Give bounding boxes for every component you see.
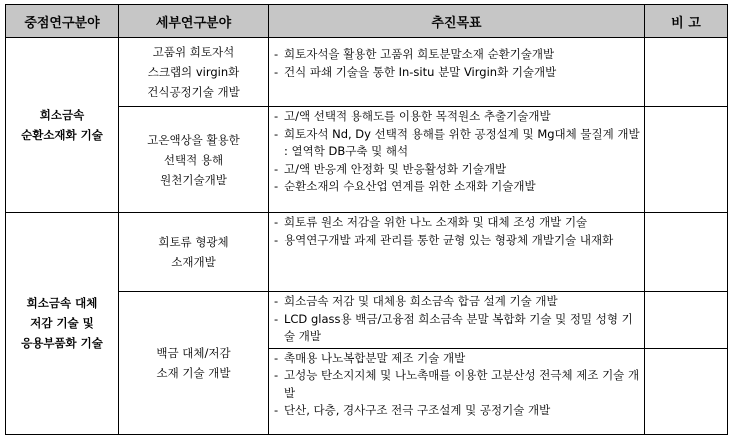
- remarks-cell: [645, 107, 728, 213]
- goal-item: - 단산, 다층, 경사구조 전극 구조설계 및 공정기술 개발: [272, 402, 640, 420]
- sub-field-cell: [119, 292, 269, 435]
- goal-item: - 희토자석 Nd, Dy 선택적 용해를 위한 공정설계 및 Mg대체 물질계 개발 : 열역학 DB구축 및 해석: [272, 126, 640, 161]
- sub-field-line: 희토류 형광체: [158, 235, 229, 249]
- goal-item: - 용역연구개발 과제 관리를 통한 균형 있는 형광체 개발기술 내재화: [272, 232, 640, 250]
- main-field-cell: [6, 38, 119, 213]
- sub-field-line: 스크랩의 virgin화: [147, 65, 240, 80]
- goal-item: - 촉매용 나노복합분말 제조 기술 개발: [272, 350, 640, 368]
- main-field-line: 응용부품화 기술: [21, 336, 103, 351]
- goal-item: - 건식 파쇄 기술을 통한 In-situ 분말 Virgin화 기술개발: [272, 64, 640, 82]
- goal-item: - 고/액 선택적 용해도를 이용한 목적원소 추출기술개발: [272, 108, 640, 126]
- remarks-cell: [645, 292, 728, 349]
- goals-cell: [269, 213, 645, 292]
- remarks-cell: [645, 38, 728, 107]
- main-field-line: 저감 기술 및: [30, 316, 94, 331]
- remarks-cell: [645, 213, 728, 292]
- header-main-field: 중점연구분야: [6, 5, 119, 38]
- header-sub-field: 세부연구분야: [119, 5, 269, 38]
- goal-item: - LCD glass용 백금/고융점 희소금속 분말 복합화 기술 및 정밀 성형 기술 개발: [272, 311, 640, 346]
- remarks-cell: [645, 348, 728, 434]
- main-field-line: 순환소재화 기술: [21, 128, 103, 142]
- header-row: [6, 5, 728, 38]
- goals-cell: [269, 38, 645, 107]
- goal-item: - 고성능 탄소지지체 및 나노촉매를 이용한 고분산성 전극체 제조 기술 개발: [272, 367, 640, 402]
- sub-field-line: 원천기술개발: [160, 172, 227, 187]
- goals-cell: [269, 292, 645, 349]
- header-goals: 추진목표: [269, 5, 645, 38]
- main-field-line: 희소금속: [39, 108, 85, 122]
- table-row: [6, 38, 728, 107]
- sub-field-cell: [119, 213, 269, 292]
- goal-item: - 희토자석을 활용한 고품위 희토분말소재 순환기술개발: [272, 46, 640, 64]
- research-table: [5, 4, 728, 435]
- sub-field-cell: [119, 107, 269, 213]
- sub-field-line: 건식공정기술 개발: [147, 85, 240, 100]
- table-row: [6, 213, 728, 292]
- goal-item: - 순환소재의 수요산업 연계를 위한 소재화 기술개발: [272, 178, 640, 196]
- main-field-cell: [6, 213, 119, 435]
- sub-field-line: 고품위 희토자석: [152, 45, 235, 60]
- sub-field-line: 고온액상을 활용한: [147, 132, 240, 147]
- header-remarks: 비 고: [645, 5, 728, 38]
- sub-field-line: 소재개발: [171, 255, 216, 269]
- goal-item: - 희토류 원소 저감을 위한 나노 소재화 및 대체 조성 개발 기술: [272, 214, 640, 232]
- sub-field-line: 소재 기술 개발: [156, 365, 231, 380]
- goal-item: - 고/액 반응계 안정화 및 반응활성화 기술개발: [272, 161, 640, 179]
- goals-cell: [269, 107, 645, 213]
- main-field-line: 희소금속 대체: [26, 296, 98, 311]
- goal-item: - 희소금속 저감 및 대체용 희소금속 합금 설계 기술 개발: [272, 293, 640, 311]
- sub-field-cell: [119, 38, 269, 107]
- sub-field-line: 백금 대체/저감: [156, 345, 231, 360]
- goals-cell: [269, 348, 645, 434]
- sub-field-line: 선택적 용해: [163, 152, 224, 167]
